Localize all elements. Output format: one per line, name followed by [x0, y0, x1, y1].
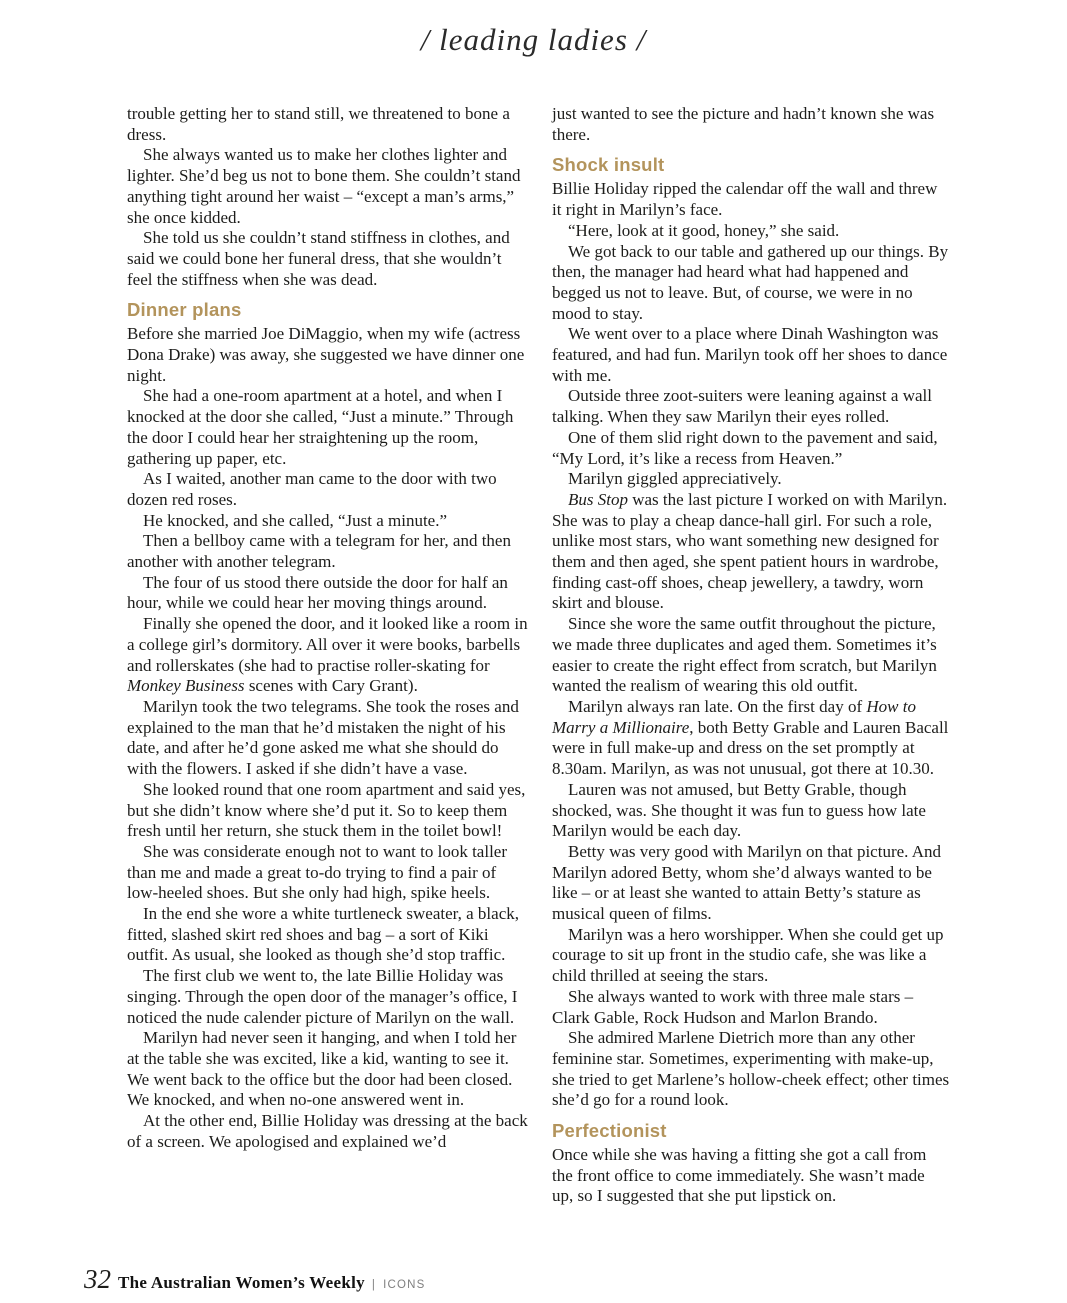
italic-text-run: Monkey Business [127, 676, 245, 696]
paragraph [127, 780, 528, 842]
section-heading: Perfectionist [552, 1120, 667, 1142]
text-run: trouble getting her to stand still, we threatened to bone a dress. [127, 104, 510, 144]
footer-section-label: ICONS [383, 1279, 426, 1291]
text-run: Then a bellboy came with a telegram for her, and then another with another telegram. [127, 531, 511, 572]
paragraph [127, 1028, 528, 1111]
paragraph [552, 386, 950, 427]
page-number: 32 [84, 1264, 111, 1294]
text-run: As I waited, another man came to the door with two dozen red roses. [127, 469, 497, 509]
paragraph [127, 145, 528, 228]
paragraph [127, 228, 528, 290]
paragraph [552, 179, 950, 220]
paragraph [552, 697, 950, 780]
text-run: was the last picture I worked on with Marilyn. She was to play a cheap dance-hall girl. For such a role, unlike most stars, who want something new designed for them and then aged, she spent patient hours in wardrobe, finding cast-off shoes, cheap jewellery, a tawdry, worn skirt and blouse. [552, 489, 948, 613]
text-run: Lauren was not amused, but Betty Grable, though shocked, was. She thought it was fun to guess how late Marilyn would be each day. [552, 779, 926, 841]
paragraph [552, 780, 950, 842]
paragraph [552, 242, 950, 325]
text-run: We went over to a place where Dinah Washington was featured, and had fun. Marilyn took off her shoes to dance with me. [552, 324, 948, 385]
text-run: just wanted to see the picture and hadn’t known she was there. [552, 104, 935, 144]
italic-text-run: Bus Stop [568, 489, 628, 509]
text-run: “Here, look at it good, honey,” she said. [568, 220, 840, 240]
section-heading: Shock insult [552, 154, 665, 176]
article-body [127, 104, 950, 1207]
text-run: Marilyn had never seen it hanging, and when I told her at the table she was excited, like a kid, wanting to see it. We went back to the office but the door had been closed. We knocked, and when no-one answered went in. [127, 1028, 517, 1110]
paragraph [127, 904, 528, 966]
paragraph [552, 1145, 950, 1207]
paragraph [552, 614, 950, 697]
page-footer [84, 1266, 426, 1293]
text-run: Once while she was having a fitting she got a call from the front office to come immediately. She wasn’t made up, so I suggested that she put lipstick on. [552, 1145, 927, 1206]
text-run: We got back to our table and gathered up our things. By then, the manager had heard what had happened and begged us not to leave. But, of course, we were in no mood to stay. [552, 241, 949, 323]
paragraph [127, 469, 528, 510]
text-run: She was considerate enough not to want to look taller than me and made a great to-do trying to find a pair of low-heeled shoes. But she only had high, spike heels. [127, 841, 507, 903]
footer-separator: | [371, 1279, 377, 1291]
paragraph [552, 104, 950, 145]
text-run: She admired Marlene Dietrich more than any other feminine star. Sometimes, experimenting with make-up, she tried to get Marlene’s hollow-cheek effect; other times she’d go for a round look. [552, 1028, 950, 1110]
text-run: One of them slid right down to the pavement and said, “My Lord, it’s like a recess from Heaven.” [552, 427, 938, 468]
paragraph [127, 1111, 528, 1152]
magazine-title: The Australian Women’s Weekly [118, 1273, 365, 1292]
masthead [0, 0, 1067, 68]
text-column-right [552, 104, 950, 1207]
paragraph [127, 614, 528, 697]
paragraph [127, 386, 528, 469]
section-heading: Dinner plans [127, 299, 242, 321]
paragraph [127, 966, 528, 1028]
text-run: She told us she couldn’t stand stiffness in clothes, and said we could bone her funeral dress, that she wouldn’t feel the stiffness when she was dead. [127, 228, 510, 289]
paragraph [552, 469, 950, 490]
text-run: Marilyn giggled appreciatively. [568, 469, 782, 489]
paragraph [552, 1028, 950, 1111]
text-run: Finally she opened the door, and it looked like a room in a college girl’s dormitory. All over it were books, barbells and rollerskates (she had to practise roller-skating for [127, 614, 528, 675]
paragraph [552, 428, 950, 469]
text-column-left [127, 104, 528, 1207]
paragraph [552, 490, 950, 614]
text-run: Outside three zoot-suiters were leaning against a wall talking. When they saw Marilyn their eyes rolled. [552, 386, 932, 427]
paragraph [552, 925, 950, 987]
text-run: , both Betty Grable and Lauren Bacall were in full make-up and dress on the set promptly at 8.30am. Marilyn, as was not unusual, got there at 10.30. [552, 717, 949, 779]
text-run: At the other end, Billie Holiday was dressing at the back of a screen. We apologised and explained we’d [127, 1111, 528, 1151]
text-run: She always wanted to work with three male stars – Clark Gable, Rock Hudson and Marlon Brando. [552, 986, 914, 1027]
text-run: Marilyn was a hero worshipper. When she could get up courage to sit up front in the studio cafe, she was like a child thrilled at seeing the stars. [552, 924, 944, 986]
text-run: She looked round that one room apartment and said yes, but she didn’t know where she’d put it. So to keep them fresh until her return, she stuck them in the toilet bowl! [127, 779, 526, 841]
text-run: Marilyn took the two telegrams. She took the roses and explained to the man that he’d mistaken the night of his date, and after he’d gone asked me what she should do with the flowers. I asked if she didn’t have a vase. [127, 696, 519, 779]
paragraph [552, 987, 950, 1028]
text-run: She always wanted us to make her clothes lighter and lighter. She’d beg us not to bone them. She couldn’t stand anything tight around her waist – “except a man’s arms,” she once kidded. [127, 145, 521, 227]
page-title: / leading ladies / [420, 22, 647, 57]
paragraph [127, 104, 528, 145]
paragraph [552, 221, 950, 242]
italic-text-run: How to Marry a Millionaire [552, 696, 916, 737]
text-run: Before she married Joe DiMaggio, when my wife (actress Dona Drake) was away, she suggested we have dinner one night. [127, 324, 525, 385]
text-run: The four of us stood there outside the door for half an hour, while we could hear her moving things around. [127, 572, 508, 613]
paragraph [127, 842, 528, 904]
text-run: Since she wore the same outfit throughout the picture, we made three duplicates and aged them. Sometimes it’s easier to create the right effect from scratch, but Marilyn wanted the realism of wearing this old outfit. [552, 614, 937, 696]
text-run: scenes with Cary Grant). [244, 676, 418, 696]
paragraph [552, 324, 950, 386]
text-run: Betty was very good with Marilyn on that picture. And Marilyn adored Betty, whom she’d always wanted to be like – or at least she wanted to attain Betty’s stature as musical queen of films. [552, 841, 941, 924]
paragraph [127, 573, 528, 614]
paragraph [127, 531, 528, 572]
paragraph [127, 324, 528, 386]
paragraph [127, 697, 528, 780]
text-run: He knocked, and she called, “Just a minute.” [143, 510, 448, 530]
text-run: Marilyn always ran late. On the first day of [568, 696, 867, 716]
paragraph [552, 842, 950, 925]
text-run: The first club we went to, the late Billie Holiday was singing. Through the open door of the manager’s office, I noticed the nude calender picture of Marilyn on the wall. [127, 966, 518, 1027]
text-run: In the end she wore a white turtleneck sweater, a black, fitted, slashed skirt red shoes and bag – a sort of Kiki outfit. As usual, she looked as though she’d stop traffic. [127, 904, 519, 965]
text-run: She had a one-room apartment at a hotel, and when I knocked at the door she called, “Just a minute.” Through the door I could hear her straightening up the room, gathering up paper, etc. [127, 386, 514, 468]
text-run: Billie Holiday ripped the calendar off the wall and threw it right in Marilyn’s face. [552, 179, 938, 220]
paragraph [127, 511, 528, 532]
